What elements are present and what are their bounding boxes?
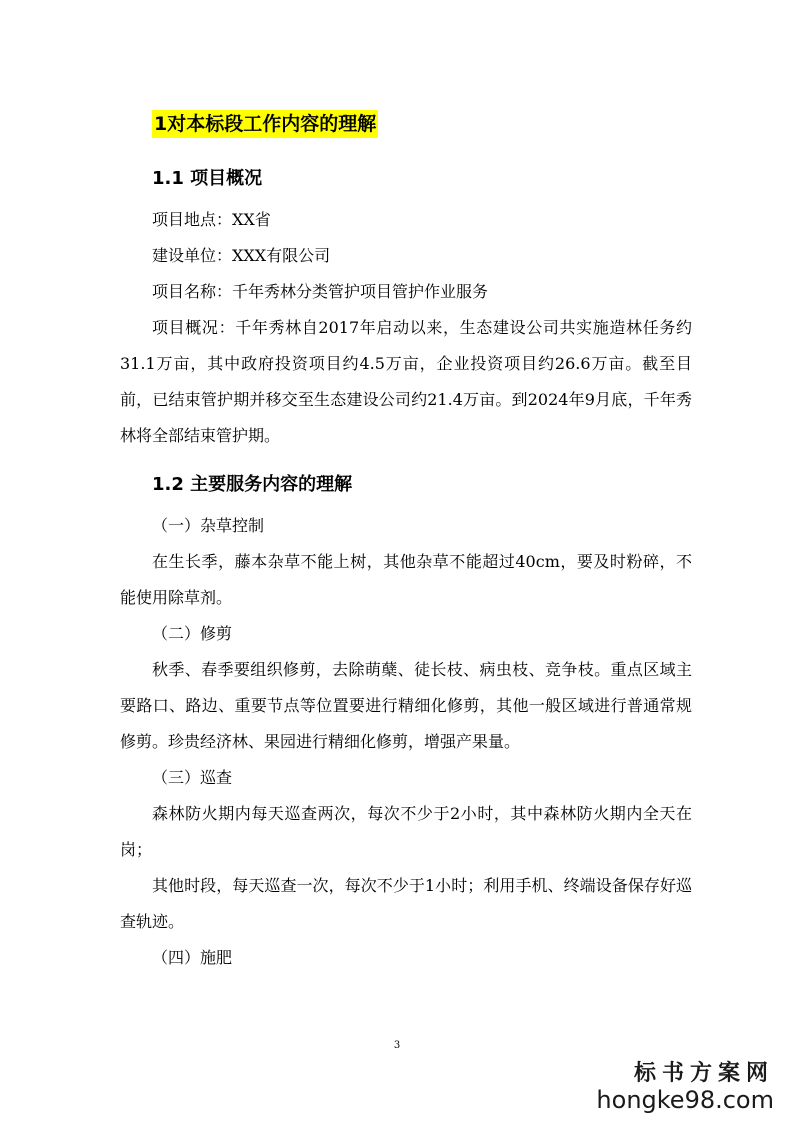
- document-content: [120, 110, 692, 976]
- item-patrol-label: （三）巡查: [152, 768, 233, 787]
- project-overview: 项目概况：千年秀林自2017年启动以来，生态建设公司共实施造林任务约31.1万亩，其中政府投资项目约4.5万亩，企业投资项目约26.6万亩。截至目前，已结束管护期并移交至生态建设公司约21.4万亩。到2024年9月底，千年秀林将全部结束管护期。: [120, 318, 692, 445]
- item-fertilize-label: （四）施肥: [152, 948, 233, 967]
- watermark-en: hongke98.com: [596, 1086, 774, 1114]
- page-number: 3: [393, 1040, 401, 1051]
- item-patrol-text-2: 其他时段，每天巡查一次，每次不少于1小时；利用手机、终端设备保存好巡查轨迹。: [120, 876, 692, 931]
- subsection-heading-1-1: 1.1 项目概况: [152, 168, 263, 189]
- section-heading-1: 1对本标段工作内容的理解: [152, 110, 378, 138]
- item-pruning-label: （二）修剪: [152, 624, 233, 643]
- construction-unit: 建设单位：XXX有限公司: [152, 246, 331, 265]
- item-weed-control-text: 在生长季，藤本杂草不能上树，其他杂草不能超过40cm，要及时粉碎，不能使用除草剂。: [120, 552, 692, 607]
- watermark-cn: 标书方案网: [633, 1060, 774, 1086]
- item-patrol-text-1: 森林防火期内每天巡查两次，每次不少于2小时，其中森林防火期内全天在岗；: [120, 804, 692, 859]
- item-pruning-text: 秋季、春季要组织修剪，去除萌蘖、徒长枝、病虫枝、竞争枝。重点区域主要路口、路边、重要节点等位置要进行精细化修剪，其他一般区域进行普通常规修剪。珍贵经济林、果园进行精细化修剪，增强产果量。: [120, 660, 692, 751]
- project-location: 项目地点：XX省: [152, 210, 271, 229]
- item-weed-control-label: （一）杂草控制: [152, 516, 265, 535]
- project-name: 项目名称：千年秀林分类管护项目管护作业服务: [152, 282, 489, 301]
- watermark: [596, 1060, 774, 1114]
- subsection-heading-1-2: 1.2 主要服务内容的理解: [152, 474, 353, 495]
